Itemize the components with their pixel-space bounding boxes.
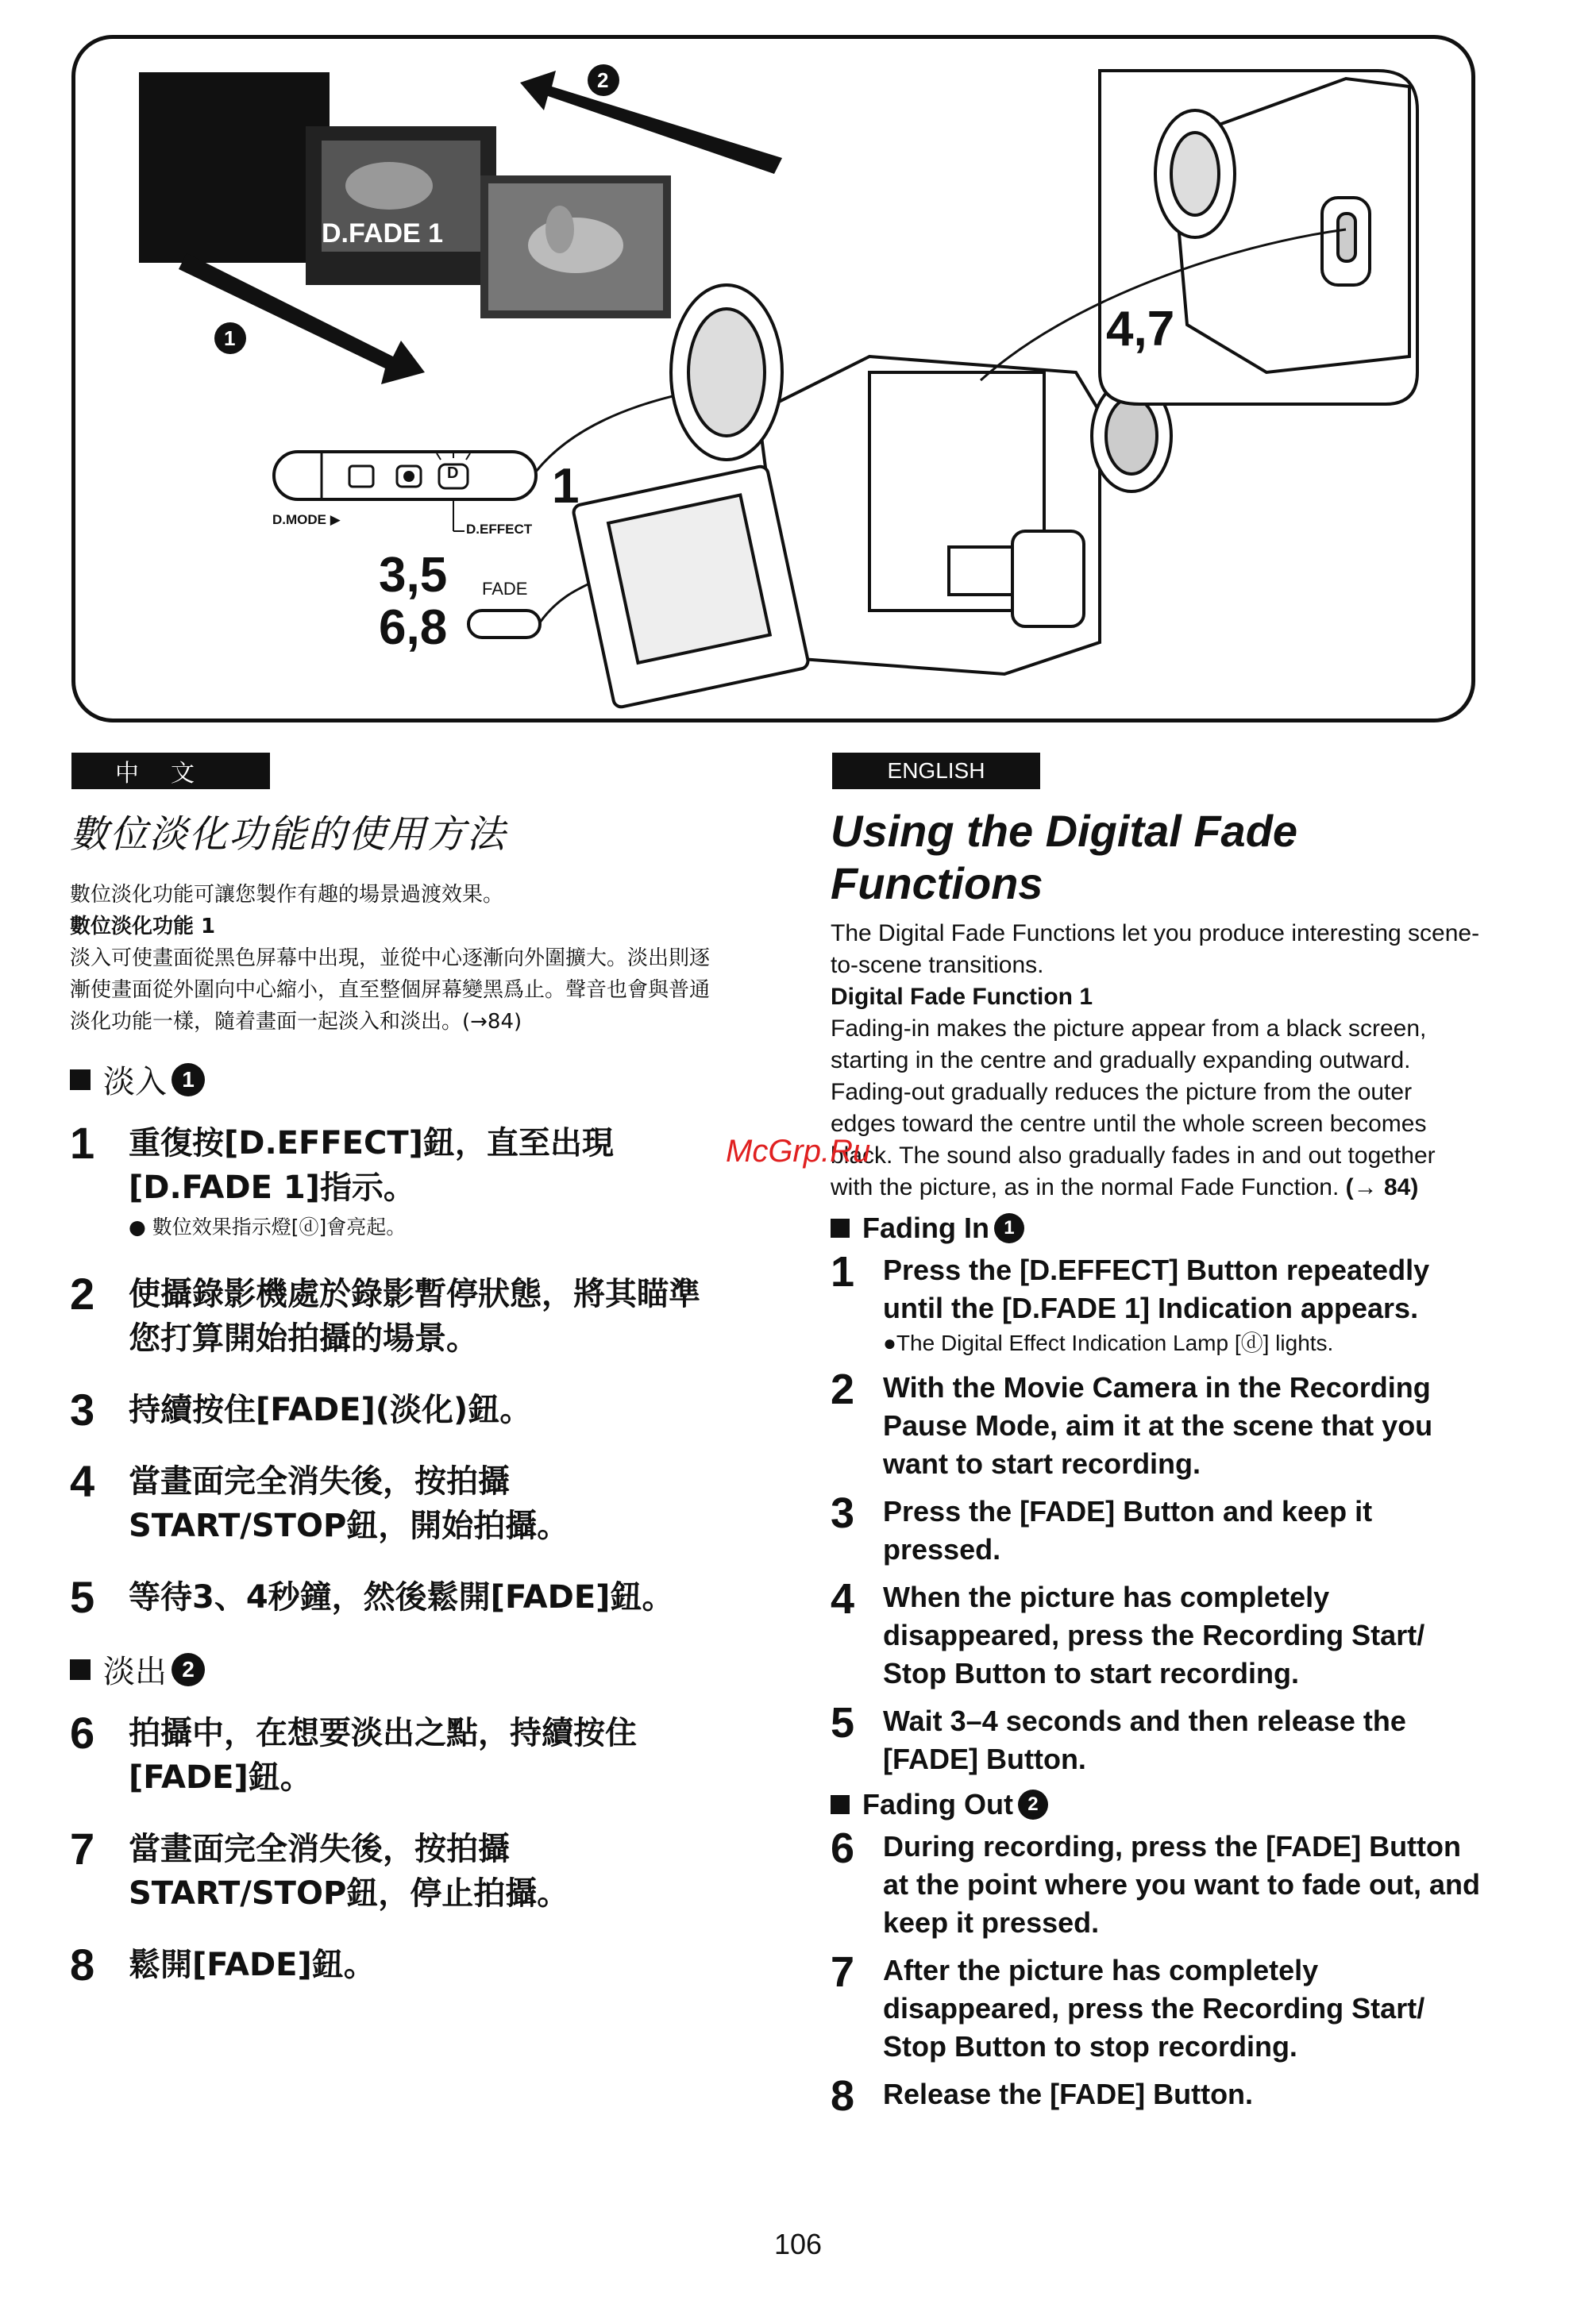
zh-page-title: 數位淡化功能的使用方法 (70, 812, 507, 857)
en-step-text: Release the [FADE] Button. (883, 2078, 1254, 2110)
zh-step-text: 拍攝中，在想要淡出之點，持續按住[FADE]鈕。 (129, 1715, 637, 1796)
zh-subheading: 數位淡化功能 1 (70, 915, 216, 938)
en-step (831, 1366, 1482, 1483)
en-step (831, 1248, 1482, 1359)
camcorder-body (572, 285, 1171, 708)
en-step-number: 2 (831, 1366, 855, 1413)
en-step-number: 5 (831, 1699, 855, 1747)
zh-step (70, 1708, 721, 1800)
en-step-number: 8 (831, 2072, 855, 2120)
deffect-label: D.EFFECT (466, 522, 533, 537)
zh-step (70, 1572, 721, 1622)
english-section-header: ENGLISH (832, 753, 1040, 789)
zh-step-number: 1 (70, 1118, 95, 1168)
dmode-label: D.MODE ▶ (272, 512, 341, 527)
zh-fade-out-heading (70, 1647, 721, 1692)
zh-step-number: 7 (70, 1824, 95, 1874)
en-fade-in-heading (831, 1212, 1482, 1245)
en-fade-out-label: Fading Out (862, 1788, 1013, 1820)
black-frame (139, 72, 330, 263)
zh-step (70, 1456, 721, 1548)
en-step (831, 1489, 1482, 1569)
inset-camcorder (1155, 79, 1409, 372)
en-step (831, 1699, 1482, 1778)
circle-2-icon: 2 (1018, 1790, 1048, 1820)
zh-step (70, 1385, 721, 1435)
en-step-number: 4 (831, 1575, 855, 1623)
circle-1-icon: 1 (994, 1213, 1024, 1243)
en-step (831, 2072, 1482, 2120)
en-step-text: Press the [FADE] Button and keep it pressed. (883, 1495, 1373, 1566)
zh-step (70, 1118, 721, 1245)
zh-fade-in-heading (70, 1057, 721, 1102)
en-step-text: When the picture has completely disappeared, press the Recording Start/ Stop Button to start recording. (883, 1581, 1425, 1689)
chinese-section-header: 中文 (71, 753, 270, 789)
en-step-text: Press the [D.EFFECT] Button repeatedly until the [D.FADE 1] Indication appears. (883, 1254, 1430, 1324)
en-step-number: 6 (831, 1824, 855, 1872)
zh-fade-out-label: 淡出 (103, 1654, 167, 1690)
fade-button-label: FADE (482, 579, 528, 599)
zh-step-text: 當畫面完全消失後，按拍攝START/STOP鈕，停止拍攝。 (129, 1831, 569, 1912)
en-step (831, 1948, 1482, 2066)
en-step-number: 3 (831, 1489, 855, 1537)
zh-step-text: 等待3、4秒鐘，然後鬆開[FADE]鈕。 (129, 1579, 674, 1616)
callout-steps-4-7: 4,7 (1106, 302, 1175, 356)
arrow-1-number: 1 (224, 326, 236, 350)
page-number: 106 (773, 2228, 823, 2260)
square-bullet-icon (831, 1795, 850, 1814)
callout-steps-6-8: 6,8 (379, 600, 448, 655)
english-column (831, 805, 1482, 2126)
zh-step (70, 1269, 721, 1361)
zh-step-number: 2 (70, 1269, 95, 1319)
zh-fade-in-label: 淡入 (103, 1064, 167, 1100)
en-step (831, 1824, 1482, 1942)
zh-step (70, 1824, 721, 1916)
zh-step-note: ● 數位效果指示燈[ⓓ]會亮起。 (129, 1216, 407, 1239)
zh-description: 淡入可使畫面從黑色屏幕中出現，並從中心逐漸向外圍擴大。淡出則逐漸使畫面從外圍向中心縮小，直至整個屏幕變黑爲止。聲音也會與普通淡化功能一樣，隨着畫面一起淡入和淡出。(→84) (70, 946, 711, 1034)
en-step-text: During recording, press the [FADE] Button at the point where you want to fade out, and keep it pressed. (883, 1830, 1481, 1939)
en-fade-in-label: Fading In (862, 1212, 989, 1244)
en-step-number: 7 (831, 1948, 855, 1996)
zh-step-text: 持續按住[FADE](淡化)鈕。 (129, 1392, 532, 1428)
en-intro: The Digital Fade Functions let you produce interesting scene-to-scene transitions. (831, 920, 1480, 978)
zh-step-number: 6 (70, 1708, 95, 1758)
zh-step-text: 當畫面完全消失後，按拍攝START/STOP鈕，開始拍攝。 (129, 1463, 569, 1544)
zh-step (70, 1940, 721, 1990)
en-step-number: 1 (831, 1248, 855, 1296)
en-step-text: With the Movie Camera in the Recording Pause Mode, aim it at the scene that you want to start recording. (883, 1371, 1433, 1480)
en-description (831, 1013, 1482, 1204)
chinese-column (70, 803, 721, 2014)
en-step-note: ●The Digital Effect Indication Lamp [ⓓ] lights. (883, 1331, 1334, 1355)
callout-steps-3-5: 3,5 (379, 548, 448, 603)
arrow-fade-out (520, 71, 782, 174)
circle-2-icon: 2 (172, 1653, 205, 1686)
en-subheading: Digital Fade Function 1 (831, 984, 1093, 1010)
en-step (831, 1575, 1482, 1693)
zh-intro: 數位淡化功能可讓您製作有趣的場景過渡效果。 (70, 883, 504, 907)
zh-step-number: 8 (70, 1940, 95, 1990)
watermark: McGrp.Ru (726, 1134, 871, 1169)
square-bullet-icon (70, 1659, 91, 1680)
square-bullet-icon (70, 1069, 91, 1090)
illustration-drawing (75, 39, 1471, 719)
en-description-text: Fading-in makes the picture appear from a black screen, starting in the centre and gradually expanding outward. Fading-out gradually reduces the picture from the outer edges toward the centre until the whole screen becomes black. The sound also gradually fades in and out together with the picture, as in the normal Fade Function. (831, 1015, 1436, 1200)
zh-step-text: 重復按[D.EFFECT]鈕，直至出現[D.FADE 1]指示。 (129, 1125, 614, 1206)
en-fade-out-heading (831, 1788, 1482, 1821)
d-effect-icon: D (447, 464, 459, 482)
callout-step-1: 1 (552, 459, 580, 514)
en-step-text: After the picture has completely disappeared, press the Recording Start/ Stop Button to stop recording. (883, 1954, 1425, 2063)
dfade-indicator-label: D.FADE 1 (322, 218, 444, 249)
zh-step-number: 3 (70, 1385, 95, 1435)
circle-1-icon: 1 (172, 1063, 205, 1096)
arrow-2-number: 2 (597, 68, 609, 92)
square-bullet-icon (831, 1219, 850, 1238)
en-page-reference: (→ 84) (1345, 1174, 1419, 1200)
zh-step-number: 4 (70, 1456, 95, 1506)
en-page-title: Using the Digital Fade Functions (831, 806, 1298, 908)
zh-step-text: 使攝錄影機處於錄影暫停狀態，將其瞄準您打算開始拍攝的場景。 (129, 1276, 700, 1357)
fade-button-drawing (468, 611, 540, 638)
camcorder-illustration (71, 35, 1475, 722)
en-step-text: Wait 3–4 seconds and then release the [FADE] Button. (883, 1705, 1406, 1775)
zh-step-number: 5 (70, 1572, 95, 1622)
zh-step-text: 鬆開[FADE]鈕。 (129, 1947, 376, 1983)
